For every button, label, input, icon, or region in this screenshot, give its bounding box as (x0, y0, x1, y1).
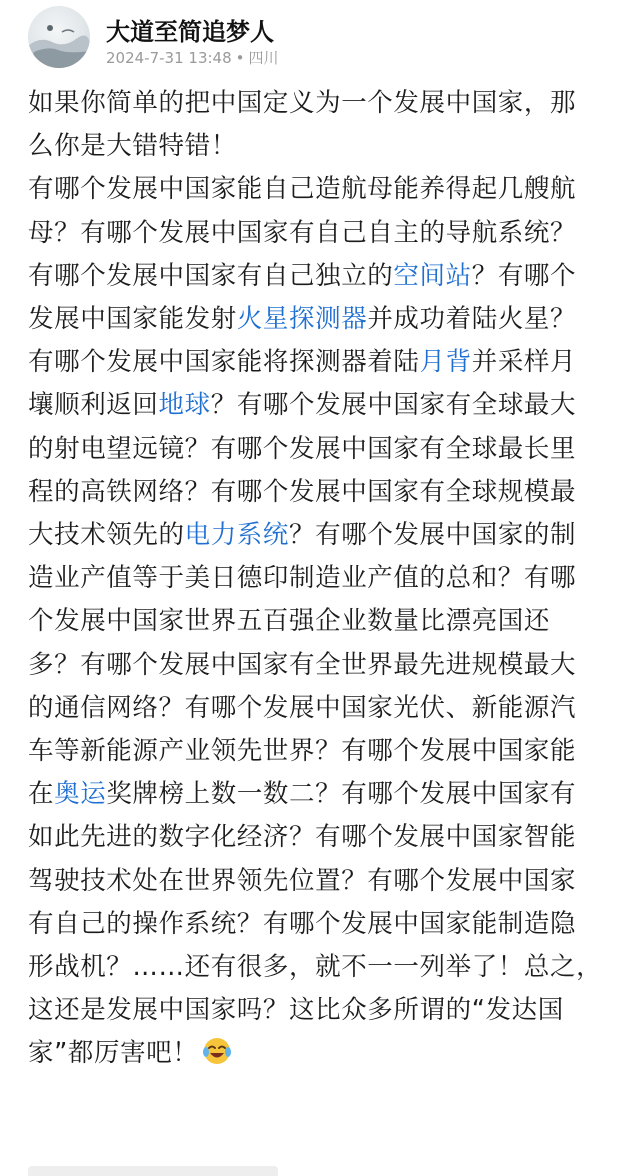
post-text: 如果你简单的把中国定义为一个发展中国家，那 么你是大错特错！ 有哪个发展中国家能自己造航母能养得起几艘航 母？有哪个发展中国家有自己自主的导航系统？ 有哪个发展中国家有自己独立的 (28, 88, 577, 291)
post-body (28, 82, 618, 1076)
post-text: 并成功着陆火星？ 有哪个发展中国家能将探测器着陆 (28, 304, 577, 378)
laughing-crying-face-icon (202, 1036, 232, 1066)
post-text: 并采样月 壤顺利返回 (28, 347, 577, 421)
bottom-bar (28, 1166, 278, 1176)
topic-link[interactable]: 奥运 (54, 779, 107, 810)
topic-link[interactable]: 地球 (158, 390, 211, 421)
post-meta (106, 47, 279, 68)
post-header (0, 0, 640, 80)
post-date: 2024-7-31 13:48 (106, 49, 232, 67)
post-text: ？有哪个发展中国家有全球最大 的射电望远镜？有哪个发展中国家有全球最长里 程的高铁网络？有哪个发展中国家有全球规模最 大技术领先的 (28, 390, 577, 551)
meta-separator: • (235, 49, 245, 67)
topic-link[interactable]: 月背 (419, 347, 472, 378)
topic-link[interactable]: 火星探测器 (236, 304, 368, 335)
topic-link[interactable]: 空间站 (393, 260, 472, 291)
post-text: ？有哪个 发展中国家能发射 (28, 260, 577, 335)
author-name[interactable]: 大道至简追梦人 (106, 18, 274, 46)
post-text: 奖牌榜上数一数二？有哪个发展中国家有 如此先进的数字化经济？有哪个发展中国家智能 驾驶技术处在世界领先位置？有哪个发展中国家 有自己的操作系统？有哪个发展中国家能制造隐 形战机？……还有很多，就不一一列举了！总之， 这还是发展中国家吗？这比众多所谓的“发达国 家”都厉害吧！ (28, 779, 603, 1069)
avatar[interactable] (28, 6, 90, 68)
topic-link[interactable]: 电力系统 (184, 520, 290, 551)
post-location: 四川 (248, 49, 279, 67)
post-text: ？有哪个发展中国家的制 造业产值等于美日德印制造业产值的总和？有哪 个发展中国家世界五百强企业数量比漂亮国还 多？有哪个发展中国家有全世界最先进规模最大 的通信网络？有哪个发展中国家光伏、新能源汽 车等新能源产业领先世界？有哪个发展中国家能 在 (28, 520, 577, 810)
avatar-landscape-icon (28, 6, 90, 68)
